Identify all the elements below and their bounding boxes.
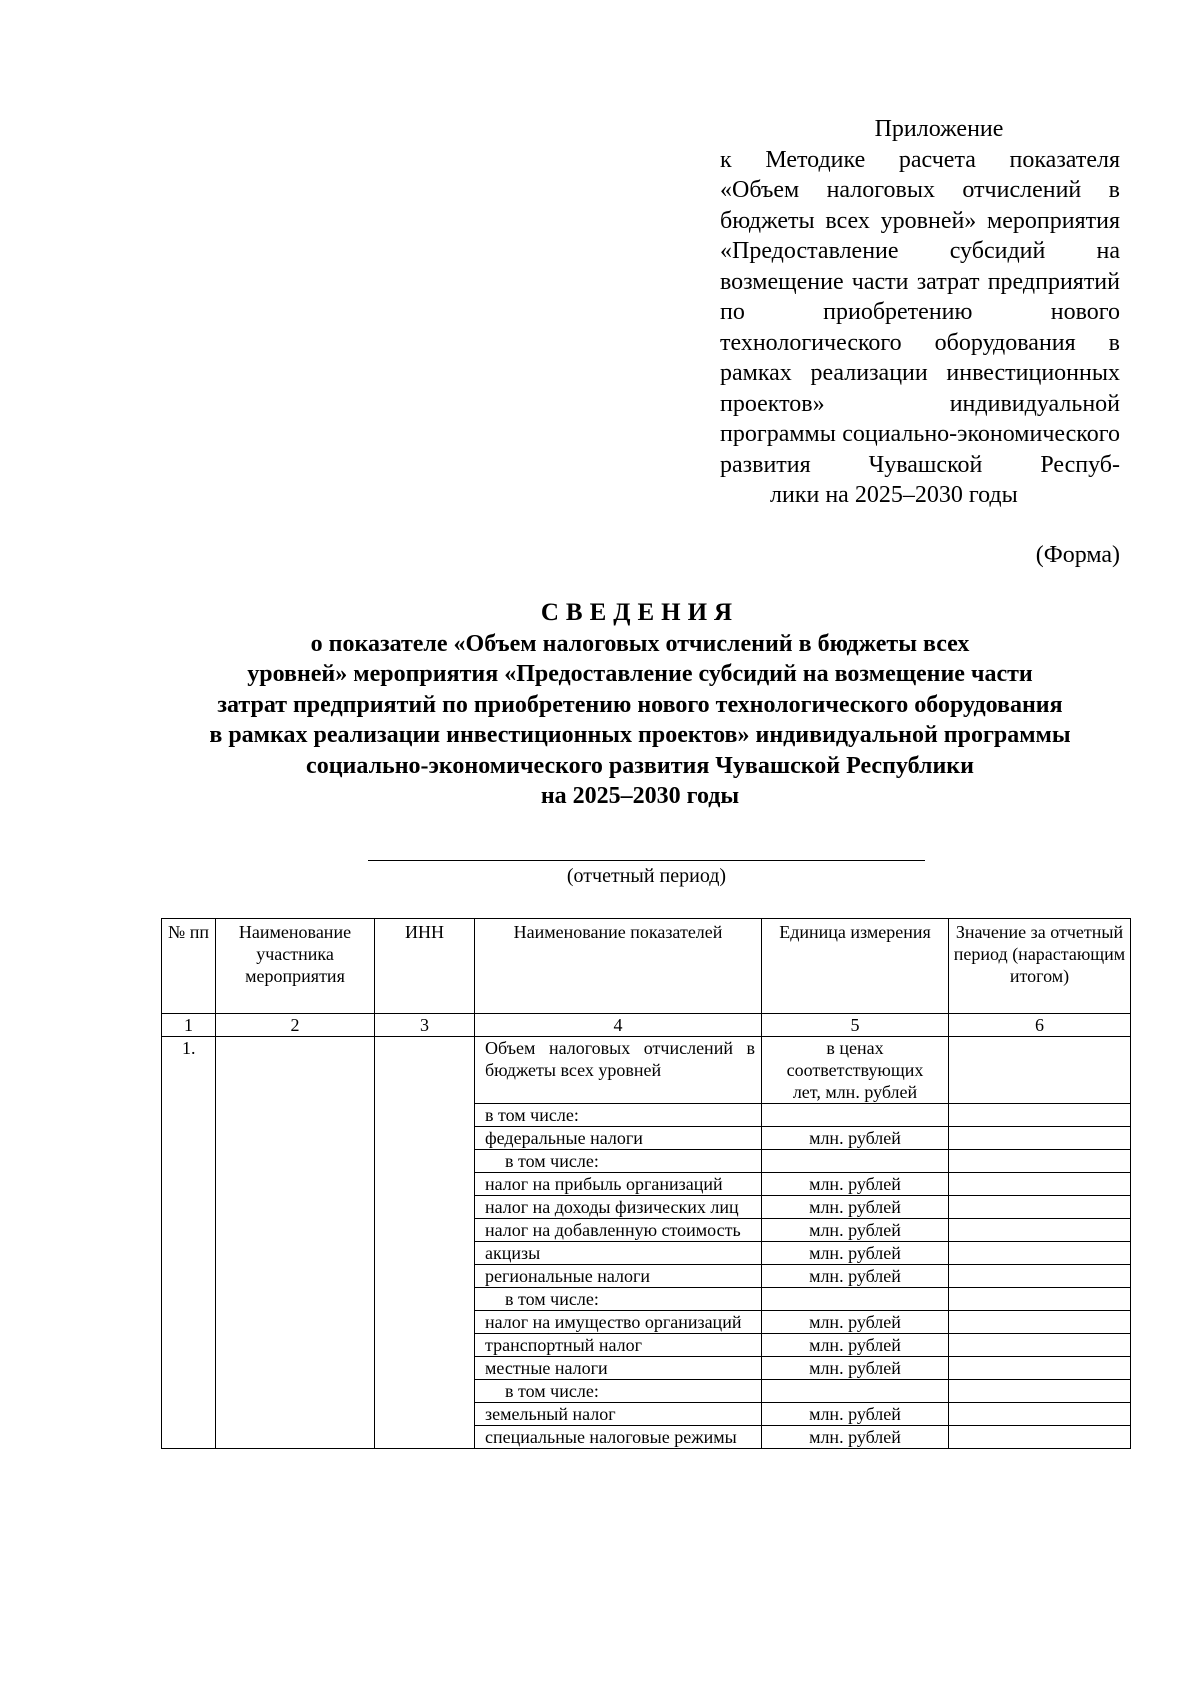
- column-number: 2: [216, 1014, 375, 1037]
- header-participant: Наименование участника мероприятия: [216, 919, 375, 1014]
- indicator-cell: в том числе:: [475, 1380, 762, 1403]
- unit-cell: [762, 1104, 949, 1127]
- unit-cell: млн. рублей: [762, 1334, 949, 1357]
- value-cell: [949, 1127, 1131, 1150]
- unit-cell: млн. рублей: [762, 1127, 949, 1150]
- document-title: СВЕДЕНИЯ: [540, 599, 740, 626]
- heading-line: затрат предприятий по приобретению нового технологического оборудования: [217, 691, 1063, 718]
- unit-cell: млн. рублей: [762, 1426, 949, 1449]
- form-label: (Форма): [1035, 542, 1120, 568]
- value-cell: [949, 1403, 1131, 1426]
- unit-cell: млн. рублей: [762, 1242, 949, 1265]
- value-cell: [949, 1288, 1131, 1311]
- value-cell: [949, 1104, 1131, 1127]
- value-cell: [949, 1311, 1131, 1334]
- column-number: 1: [162, 1014, 216, 1037]
- heading-line: о показателе «Объем налоговых отчислений в бюджеты всех: [310, 630, 970, 657]
- heading-line: социально-экономического развития Чувашской Республики: [306, 752, 974, 779]
- appendix-block: [720, 114, 1120, 511]
- value-cell: [949, 1173, 1131, 1196]
- header-value: Значение за отчетный период (нарастающим итогом): [949, 919, 1131, 1014]
- value-cell: [949, 1037, 1131, 1104]
- value-cell: [949, 1357, 1131, 1380]
- unit-cell: млн. рублей: [762, 1219, 949, 1242]
- value-cell: [949, 1265, 1131, 1288]
- unit-cell: [762, 1150, 949, 1173]
- value-cell: [949, 1196, 1131, 1219]
- value-cell: [949, 1380, 1131, 1403]
- tax-indicators-table: [161, 918, 1131, 1449]
- indicator-cell: налог на имущество организаций: [475, 1311, 762, 1334]
- unit-cell: млн. рублей: [762, 1196, 949, 1219]
- indicator-cell: местные налоги: [475, 1357, 762, 1380]
- unit-cell: млн. рублей: [762, 1265, 949, 1288]
- header-indicator: Наименование показателей: [475, 919, 762, 1014]
- period-blank-line: [368, 860, 925, 861]
- inn-cell: [375, 1037, 475, 1449]
- unit-cell: млн. рублей: [762, 1403, 949, 1426]
- appendix-last-line: лики на 2025–2030 годы: [770, 482, 1018, 508]
- indicator-cell: в том числе:: [475, 1288, 762, 1311]
- unit-cell: в ценах соответствующих лет, млн. рублей: [762, 1037, 949, 1104]
- header-number: № пп: [162, 919, 216, 1014]
- indicator-cell: федеральные налоги: [475, 1127, 762, 1150]
- indicator-cell: специальные налоговые режимы: [475, 1426, 762, 1449]
- column-number: 4: [475, 1014, 762, 1037]
- indicator-cell: налог на прибыль организаций: [475, 1173, 762, 1196]
- column-number: 3: [375, 1014, 475, 1037]
- column-numbers-row: [162, 1014, 1131, 1037]
- unit-cell: [762, 1288, 949, 1311]
- header-unit: Единица измерения: [762, 919, 949, 1014]
- unit-cell: млн. рублей: [762, 1173, 949, 1196]
- heading-line: в рамках реализации инвестиционных проектов» индивидуальной программы: [209, 722, 1071, 748]
- period-label: (отчетный период): [566, 865, 727, 887]
- indicator-cell: налог на доходы физических лиц: [475, 1196, 762, 1219]
- column-number: 6: [949, 1014, 1131, 1037]
- table-header-row: [162, 919, 1131, 1014]
- row-number: 1.: [162, 1037, 216, 1449]
- value-cell: [949, 1242, 1131, 1265]
- value-cell: [949, 1150, 1131, 1173]
- indicator-cell: налог на добавленную стоимость: [475, 1219, 762, 1242]
- indicator-cell: акцизы: [475, 1242, 762, 1265]
- indicator-cell: в том числе:: [475, 1104, 762, 1127]
- appendix-text: к Методике расчета показателя «Объем налоговых отчислений в бюджеты всех уровней» мероприятия «Предоставление субсидий на возмещение части затрат предприятий по приобретению нового технологического оборудования в рамках реализации инвестиционных проектов» индивидуальной программы социально-экономического развития Чувашской Респуб-: [720, 146, 1120, 478]
- participant-cell: [216, 1037, 375, 1449]
- document-heading: [160, 598, 1120, 812]
- value-cell: [949, 1219, 1131, 1242]
- indicator-cell: региональные налоги: [475, 1265, 762, 1288]
- value-cell: [949, 1426, 1131, 1449]
- header-inn: ИНН: [375, 919, 475, 1014]
- unit-cell: млн. рублей: [762, 1311, 949, 1334]
- unit-cell: млн. рублей: [762, 1357, 949, 1380]
- indicator-cell: транспортный налог: [475, 1334, 762, 1357]
- indicator-cell: земельный налог: [475, 1403, 762, 1426]
- unit-cell: [762, 1380, 949, 1403]
- table-row: [162, 1037, 1131, 1104]
- indicator-cell: Объем налоговых отчислений в бюджеты всех уровней: [475, 1037, 762, 1104]
- indicator-cell: в том числе:: [475, 1150, 762, 1173]
- value-cell: [949, 1334, 1131, 1357]
- column-number: 5: [762, 1014, 949, 1037]
- heading-line: уровней» мероприятия «Предоставление субсидий на возмещение части: [247, 661, 1033, 687]
- heading-line: на 2025–2030 годы: [540, 783, 740, 809]
- appendix-title: Приложение: [874, 116, 1004, 142]
